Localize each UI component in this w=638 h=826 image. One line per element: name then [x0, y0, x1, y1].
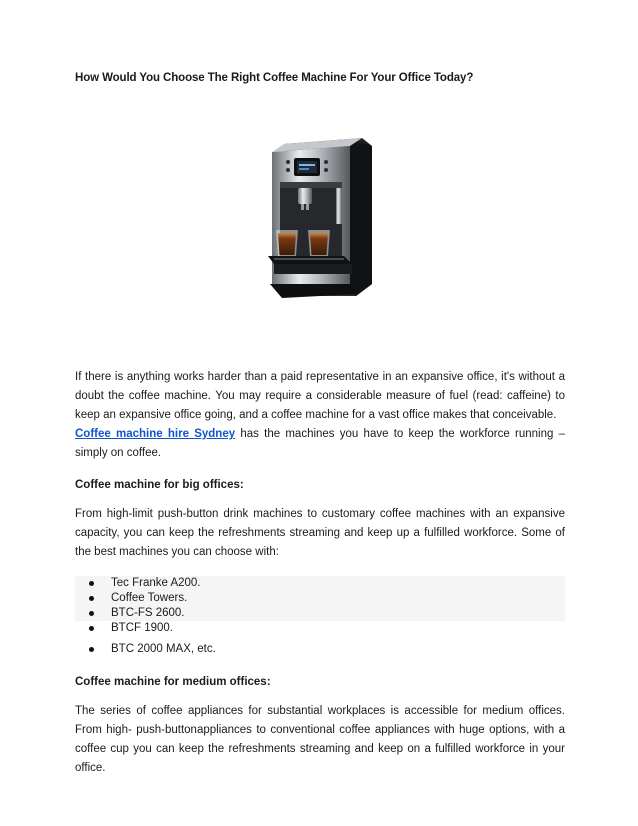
intro-paragraph [75, 368, 565, 463]
list-item-text: Tec Franke A200. [111, 577, 201, 589]
medium-offices-paragraph: The series of coffee appliances for substantial workplaces is accessible for medium offices. From high- push-buttonappliances to conventional coffee appliances with huge options, with a coffee cup you can keep the refreshments streaming and keep on a fulfilled workforce in your office. [75, 705, 565, 774]
bullet-icon [89, 647, 94, 652]
bullet-icon [89, 626, 94, 631]
big-offices-heading: Coffee machine for big offices: [75, 479, 244, 491]
coffee-machine-image [254, 134, 378, 312]
medium-offices-heading: Coffee machine for medium offices: [75, 676, 271, 688]
list-item-text: BTCF 1900. [111, 622, 173, 634]
list-item-text: Coffee Towers. [111, 592, 188, 604]
list-item-text: BTC-FS 2600. [111, 607, 185, 619]
list-item [75, 576, 565, 591]
list-item [75, 606, 565, 621]
list-item-text: BTC 2000 MAX, etc. [111, 643, 216, 655]
list-item [75, 621, 565, 636]
document-content [75, 70, 565, 778]
bullet-icon [89, 596, 94, 601]
intro-text: If there is anything works harder than a paid representative in an expansive office, it's without a doubt the coffee machine. You may require a considerable measure of fuel (read: caffeine) to keep an expansive office going, and a coffee machine for a vast office makes that conceivable. [75, 371, 565, 421]
bullet-icon [89, 611, 94, 616]
coffee-machine-hire-link[interactable]: Coffee machine hire Sydney [75, 428, 236, 440]
big-offices-paragraph: From high-limit push-button drink machines to customary coffee machines with an expansive capacity, you can keep the refreshments streaming and keep up a fulfilled workforce. Some of the best machines you can choose with: [75, 508, 565, 558]
coffee-machine-figure [75, 134, 565, 324]
intro-text-after-link: has the machines you have to keep the workforce running – simply on coffee. [75, 428, 565, 459]
machine-list [75, 576, 565, 660]
list-item [75, 591, 565, 606]
document-title: How Would You Choose The Right Coffee Machine For Your Office Today? [75, 72, 474, 84]
list-item [75, 638, 565, 660]
bullet-icon [89, 581, 94, 586]
